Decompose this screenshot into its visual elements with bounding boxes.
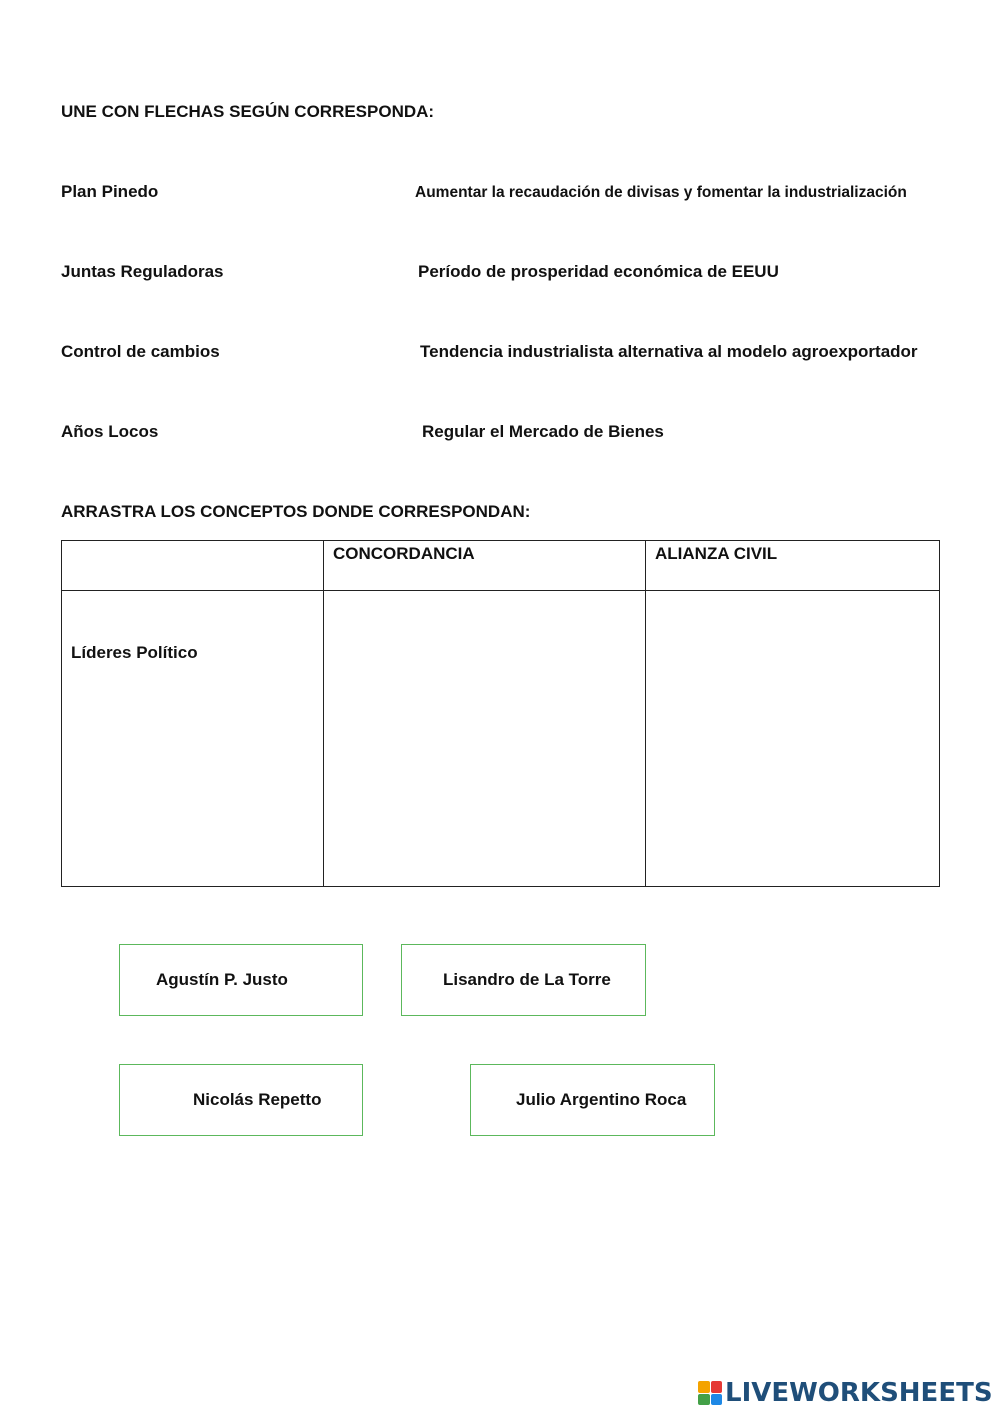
- term-plan-pinedo[interactable]: Plan Pinedo: [61, 182, 159, 201]
- draggable-chip-agustin-justo[interactable]: [119, 944, 363, 1016]
- drop-zone-concordancia[interactable]: [324, 591, 646, 887]
- table-header-alianza-civil: ALIANZA CIVIL: [646, 541, 940, 591]
- classification-table: [61, 540, 940, 887]
- drag-title: ARRASTRA LOS CONCEPTOS DONDE CORRESPONDAN:: [61, 502, 531, 521]
- term-control-de-cambios[interactable]: Control de cambios: [61, 342, 220, 361]
- draggable-chip-lisandro-de-la-torre[interactable]: [401, 944, 646, 1016]
- term-anos-locos[interactable]: Años Locos: [61, 422, 159, 441]
- chip-label: Julio Argentino Roca: [516, 1090, 687, 1109]
- definition-2[interactable]: Período de prosperidad económica de EEUU: [418, 262, 779, 281]
- chip-label: Lisandro de La Torre: [443, 970, 611, 989]
- draggable-chip-julio-argentino-roca[interactable]: [470, 1064, 715, 1136]
- term-juntas-reguladoras[interactable]: Juntas Reguladoras: [61, 262, 224, 281]
- drop-zone-alianza-civil[interactable]: [646, 591, 940, 887]
- liveworksheets-icon: [698, 1381, 722, 1405]
- definition-4[interactable]: Regular el Mercado de Bienes: [422, 422, 664, 441]
- liveworksheets-logo: [698, 1378, 993, 1408]
- brand-name: LIVEWORKSHEETS: [725, 1378, 993, 1408]
- draggable-chip-nicolas-repetto[interactable]: [119, 1064, 363, 1136]
- matching-title: UNE CON FLECHAS SEGÚN CORRESPONDA:: [61, 102, 435, 121]
- chip-label: Nicolás Repetto: [193, 1090, 322, 1109]
- chip-label: Agustín P. Justo: [156, 970, 288, 989]
- definition-1[interactable]: Aumentar la recaudación de divisas y fomentar la industrialización: [415, 184, 907, 201]
- table-header-concordancia: CONCORDANCIA: [324, 541, 646, 591]
- table-header-empty: [62, 541, 324, 591]
- definition-3[interactable]: Tendencia industrialista alternativa al modelo agroexportador: [420, 342, 918, 361]
- row-label-lideres: Líderes Político: [62, 591, 324, 887]
